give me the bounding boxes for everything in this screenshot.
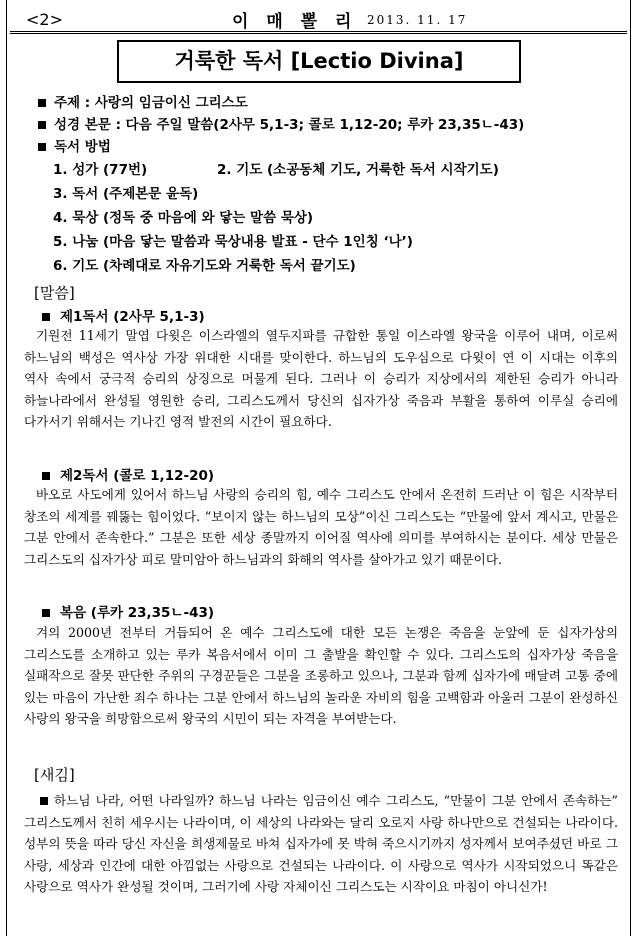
- scripture-text: 성경 본문 : 다음 주일 말씀(2사무 5,1-3; 콜로 1,12-20; 루카 23,35ㄴ-43): [54, 117, 525, 133]
- reading-2-title: 제2독서 (콜로 1,12-20): [60, 468, 215, 484]
- page-title: 거룩한 독서 [Lectio Divina]: [117, 40, 521, 83]
- theme-line: [36, 92, 596, 114]
- newsletter-header: [10, 6, 627, 34]
- step-item: 5. 나눔 (마음 닿는 말씀과 묵상내용 발표 - 단수 1인칭 ‘나’): [53, 234, 413, 250]
- gospel-text: 겨의 2000년 전부터 거듭되어 온 예수 그리스도에 대한 모든 논쟁은 죽음을 눈앞에 둔 십자가상의 그리스도를 소개하고 있는 루카 복음서에서 이미 그 출발을 확인할 수 있다. 그리스도의 십자가상 죽음을 실패작으로 잘못 판단한 주위의 구경꾼들은 그분을 조롱하고 있으나, 그분과 함께 십자가에 매달려 고통 중에 있는 마음이 가난한 죄수 하나는 그분 안에서 하느님의 놀라운 자비의 힘을 고백함과 아울러 그분이 완성하신 사랑의 왕국을 희망함으로써 왕국의 시민이 되는 자격을 부여받는다.: [24, 625, 618, 726]
- word-section-heading: [말씀]: [34, 284, 75, 302]
- reflection-body: 하느님 나라, 어떤 나라일까? 하느님 나라는 임금이신 예수 그리스도, “만물이 그분 안에서 존속하는” 그리스도께서 친히 세우시는 나라이며, 이 세상의 나라와는 달리 오로지 사랑 하나만으로 건설되는 나라이다. 성부의 뜻을 따라 당신 자신을 희생제물로 바쳐 십자가에 못 박혀 죽으시기까지 성자께서 보여주셨던 바로 그 사랑, 세상과 인간에 대한 아낌없는 사랑으로 건설되는 나라이다. 이 사랑으로 역사가 시작되었으니 똑같은 사랑으로 역사가 완성될 것이며, 그러기에 사랑 자체이신 그리스도는 시작이요 마침이 아니신가!: [24, 793, 618, 894]
- gospel-title: 복음 (루카 23,35ㄴ-43): [60, 605, 215, 621]
- square-bullet-icon: [42, 313, 50, 321]
- newsletter-name: 이 매 뽈 리: [232, 12, 358, 32]
- step-row: [53, 206, 596, 230]
- reading-1-title: 제1독서 (2사무 5,1-3): [60, 309, 205, 325]
- theme-text: 주제 : 사랑의 임금이신 그리스도: [54, 95, 248, 111]
- reading-1-text: 기원전 11세기 말엽 다윗은 이스라엘의 열두지파를 규합한 통일 이스라엘 왕국을 이루어 내며, 이로써 하느님의 백성은 역사상 가장 위대한 시대를 맞이한다. 하느님의 도우심으로 다윗이 연 이 시대는 이후의 역사 속에서 궁극적 승리의 상징으로 머물게 된다. 그러나 이 승리가 지상에서의 제한된 승리가 아니라 하늘나라에서 완성될 영원한 승리, 그리스도께서 당신의 십자가상 죽음과 부활을 통하여 이루실 승리에 다가서기 위해서는 기나긴 영적 발전의 시간이 필요하다.: [24, 328, 618, 429]
- square-bullet-icon: [40, 797, 48, 805]
- method-text: 독서 방법: [54, 139, 111, 155]
- step-item: 6. 기도 (차례대로 자유기도와 거룩한 독서 끝기도): [53, 258, 356, 274]
- step-row: [53, 182, 596, 206]
- step-item: 1. 성가 (77번): [53, 162, 148, 178]
- reading-1-heading: [40, 305, 205, 325]
- gospel-heading: [40, 601, 214, 621]
- step-item: 4. 묵상 (정독 중 마음에 와 닿는 말씀 묵상): [53, 210, 314, 226]
- step-row: [53, 158, 596, 182]
- square-bullet-icon: [38, 121, 46, 129]
- square-bullet-icon: [42, 472, 50, 480]
- step-item: 2. 기도 (소공동체 기도, 거룩한 독서 시작기도): [217, 162, 499, 178]
- step-row: [53, 254, 596, 278]
- issue-date: 2013. 11. 17: [367, 13, 468, 27]
- step-item: 3. 독서 (주제본문 윤독): [53, 186, 199, 202]
- reflection-text: [24, 790, 618, 898]
- reflection-section-heading: [새김]: [34, 766, 75, 784]
- method-steps: [53, 158, 596, 278]
- square-bullet-icon: [38, 99, 46, 107]
- reading-2-heading: [40, 464, 214, 484]
- page-number: <2>: [26, 10, 63, 29]
- reading-summary: [36, 92, 596, 278]
- step-row: [53, 230, 596, 254]
- scripture-line: [36, 114, 596, 136]
- square-bullet-icon: [42, 609, 50, 617]
- square-bullet-icon: [38, 143, 46, 151]
- method-line: [36, 136, 596, 158]
- reading-2-text: 바오로 사도에게 있어서 하느님 사랑의 승리의 힘, 예수 그리스도 안에서 온전히 드러난 이 힘은 시작부터 창조의 세계를 꿰뚫는 힘이었다. “보이지 않는 하느님의 모상”이신 그리스도는 “만물에 앞서 계시고, 만물은 그분 안에서 존속한다.” 그분은 또한 세상 종말까지 이어질 역사에 의미를 부여하시는 분이다. 세상 만물은 그리스도의 십자가상 피로 말미암아 하느님과의 화해의 역사를 살아가고 있기 때문이다.: [24, 487, 618, 567]
